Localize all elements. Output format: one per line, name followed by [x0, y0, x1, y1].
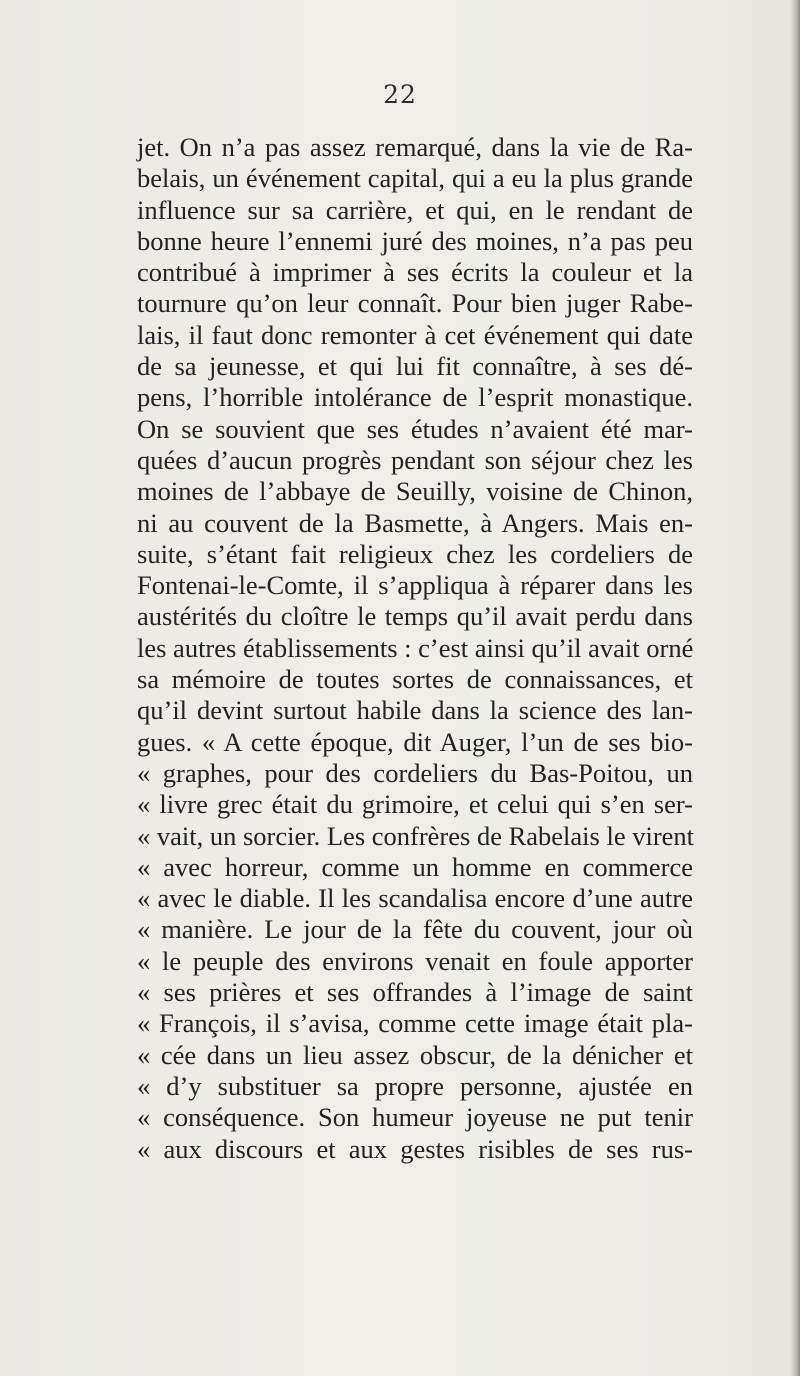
text-line: « livre grec était du grimoire, et celui qui s’en ser- — [137, 789, 693, 820]
text-line: jet. On n’a pas assez remarqué, dans la vie de Ra- — [137, 132, 693, 162]
text-line: « vait, un sorcier. Les confrères de Rabelais le virent — [137, 820, 695, 851]
text-line: de sa jeunesse, et qui lui fit connaître, à ses dé- — [137, 351, 693, 382]
text-line: « avec le diable. Il les scandalisa encore d’une autre — [137, 883, 693, 914]
text-line: « ses prières et ses offrandes à l’image de saint — [137, 977, 693, 1008]
text-line: moines de l’abbaye de Seuilly, voisine de Chinon, — [137, 476, 693, 507]
text-line: « François, il s’avisa, comme cette image était pla- — [137, 1008, 693, 1039]
page-edge-shadow — [790, 0, 800, 1376]
text-line: tournure qu’on leur connaît. Pour bien juger Rabe- — [137, 288, 693, 319]
text-line: « graphes, pour des cordeliers du Bas-Poitou, un — [137, 757, 693, 788]
text-line: qu’il devint surtout habile dans la science des lan- — [137, 695, 693, 726]
text-line: contribué à imprimer à ses écrits la couleur et la — [137, 257, 693, 288]
text-line: « le peuple des environs venait en foule apporter — [137, 945, 693, 976]
text-line: « manière. Le jour de la fête du couvent, jour où — [137, 914, 693, 945]
text-line: austérités du cloître le temps qu’il avait perdu dans — [137, 601, 693, 632]
text-line: « conséquence. Son humeur joyeuse ne put tenir — [137, 1102, 693, 1133]
text-line: sa mémoire de toutes sortes de connaissances, et — [137, 664, 693, 695]
text-line: suite, s’étant fait religieux chez les cordeliers de — [137, 538, 693, 569]
text-line: pens, l’horrible intolérance de l’esprit monastique. — [137, 382, 693, 413]
text-line: gues. « A cette époque, dit Auger, l’un de ses bio- — [137, 726, 693, 757]
text-line: bonne heure l’ennemi juré des moines, n’a pas peu — [137, 225, 693, 256]
text-line: « cée dans un lieu assez obscur, de la dénicher et — [137, 1039, 693, 1070]
body-text — [137, 132, 693, 1165]
text-line: ni au couvent de la Basmette, à Angers. Mais en- — [137, 507, 693, 538]
text-line: Fontenai-le-Comte, il s’appliqua à réparer dans les — [137, 570, 693, 601]
text-line: quées d’aucun progrès pendant son séjour chez les — [137, 444, 693, 475]
text-line: lais, il faut donc remonter à cet événement qui date — [137, 319, 693, 350]
text-line: « aux discours et aux gestes risibles de ses rus- — [137, 1133, 693, 1164]
text-line: influence sur sa carrière, et qui, en le rendant de — [137, 194, 693, 225]
text-line: les autres établissements : c’est ainsi qu’il avait orné — [137, 632, 694, 663]
text-line: belais, un événement capital, qui a eu la plus grande — [137, 163, 693, 194]
text-line: On se souvient que ses études n’avaient été mar- — [137, 413, 693, 444]
page-number: 22 — [383, 80, 417, 109]
text-line: « d’y substituer sa propre personne, ajustée en — [137, 1070, 693, 1101]
text-line: « avec horreur, comme un homme en commerce — [137, 851, 693, 882]
